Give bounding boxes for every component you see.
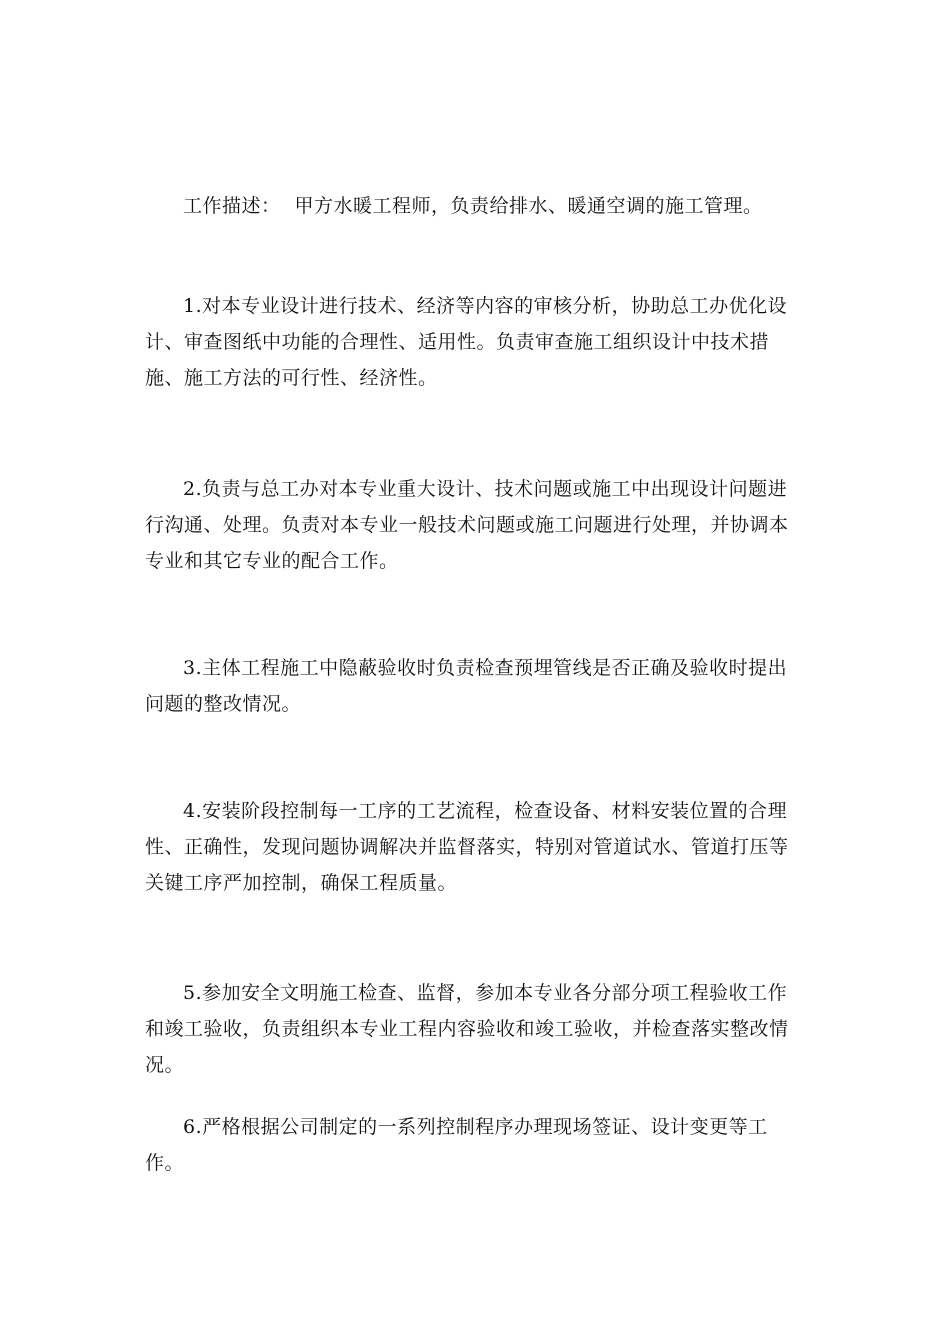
job-description-intro: [145, 188, 805, 224]
duty-item-3: 3.主体工程施工中隐蔽验收时负责检查预埋管线是否正确及验收时提出问题的整改情况。: [145, 657, 788, 715]
duty-item-1: 1.对本专业设计进行技术、经济等内容的审核分析，协助总工办优化设计、审查图纸中功能的合理性、适用性。负责审查施工组织设计中技术措施、施工方法的可行性、经济性。: [145, 295, 788, 389]
job-description-text: 甲方水暖工程师，负责给排水、暖通空调的施工管理。: [294, 195, 763, 217]
duty-item-2: 2.负责与总工办对本专业重大设计、技术问题或施工中出现设计问题进行沟通、处理。负责对本专业一般技术问题或施工问题进行处理，并协调本专业和其它专业的配合工作。: [145, 478, 789, 572]
duty-item-6: 6.严格根据公司制定的一系列控制程序办理现场签证、设计变更等工作。: [145, 1116, 768, 1174]
job-description-label: 工作描述：: [183, 195, 281, 217]
duty-item-4: 4.安装阶段控制每一工序的工艺流程，检查设备、材料安装位置的合理性、正确性，发现问题协调解决并监督落实，特别对管道试水、管道打压等关键工序严加控制，确保工程质量。: [145, 800, 789, 894]
duty-item-5: 5.参加安全文明施工检查、监督，参加本专业各分部分项工程验收工作和竣工验收，负责组织本专业工程内容验收和竣工验收，并检查落实整改情况。: [145, 982, 789, 1076]
